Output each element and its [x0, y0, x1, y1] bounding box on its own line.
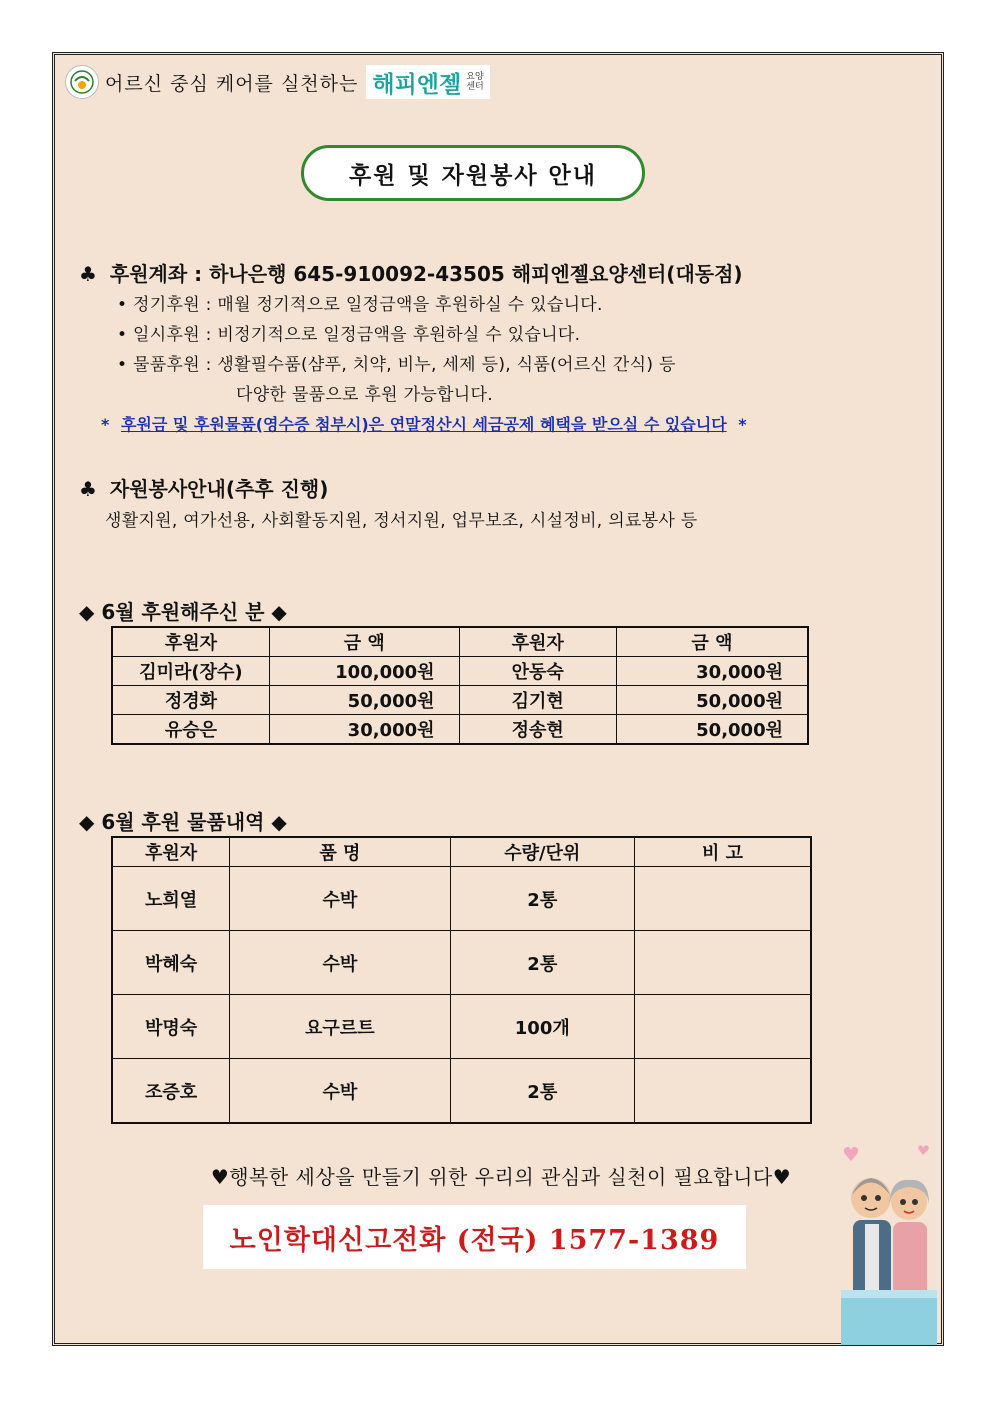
- item-quantity: 2통: [450, 1059, 635, 1124]
- donor-name: 조증호: [112, 1059, 230, 1124]
- header: [65, 65, 490, 99]
- page: [52, 52, 944, 1346]
- item-remark: [635, 931, 811, 995]
- donation-amount: 100,000원: [269, 657, 459, 686]
- donor-name: 노희열: [112, 867, 230, 931]
- donation-amount: 30,000원: [269, 715, 459, 745]
- item-name: 수박: [230, 931, 450, 995]
- donor-name: 김미라(장수): [112, 657, 269, 686]
- item-quantity: 2통: [450, 931, 635, 995]
- goods-heading: ◆ 6월 후원 물품내역 ◆: [79, 810, 287, 834]
- column-header: 후원자: [112, 627, 269, 657]
- item-name: 수박: [230, 867, 450, 931]
- brand-logo: [366, 65, 489, 99]
- slogan: ♥행복한 세상을 만들기 위한 우리의 관심과 실천이 필요합니다♥: [210, 1165, 792, 1189]
- item-quantity: 2통: [450, 867, 635, 931]
- column-header: 품 명: [230, 837, 450, 867]
- item-remark: [635, 867, 811, 931]
- donation-amount: 50,000원: [616, 686, 808, 715]
- column-header: 금 액: [616, 627, 808, 657]
- donor-name: 박명숙: [112, 995, 230, 1059]
- donor-name: 유승은: [112, 715, 269, 745]
- item-quantity: 100개: [450, 995, 635, 1059]
- donation-amount: 30,000원: [616, 657, 808, 686]
- elderly-couple-illustration: [839, 1140, 939, 1345]
- club-icon: ♣: [79, 262, 97, 286]
- donation-item: • 물품후원 : 생활필수품(샴푸, 치약, 비누, 세제 등), 식품(어르신 간식) 등: [117, 355, 676, 375]
- table-row: [112, 995, 811, 1059]
- donor-name: 박혜숙: [112, 931, 230, 995]
- donors-table: [111, 626, 809, 745]
- item-name: 요구르트: [230, 995, 450, 1059]
- volunteer-text: 생활지원, 여가선용, 사회활동지원, 정서지원, 업무보조, 시설정비, 의료봉사 등: [105, 511, 698, 531]
- club-icon: ♣: [79, 477, 97, 501]
- abuse-hotline: 노인학대신고전화 (전국) 1577-1389: [203, 1205, 746, 1269]
- donor-name: 안동숙: [459, 657, 616, 686]
- donor-name: 정경화: [112, 686, 269, 715]
- donation-amount: 50,000원: [616, 715, 808, 745]
- donation-item: • 일시후원 : 비정기적으로 일정금액을 후원하실 수 있습니다.: [117, 325, 581, 345]
- table-row: [112, 931, 811, 995]
- volunteer-heading: ♣ 자원봉사안내(추후 진행): [79, 477, 329, 501]
- table-row: [112, 715, 808, 745]
- goods-table: [111, 836, 812, 1124]
- donation-heading: ♣ 후원계좌 : 하나은행 645-910092-43505 해피엔젤요양센터(대동점): [79, 262, 743, 286]
- column-header: 후원자: [459, 627, 616, 657]
- table-row: [112, 686, 808, 715]
- center-emblem-icon: [65, 65, 99, 99]
- donors-heading: ◆ 6월 후원해주신 분 ◆: [79, 600, 287, 624]
- donation-item: 다양한 물품으로 후원 가능합니다.: [236, 385, 493, 405]
- item-name: 수박: [230, 1059, 450, 1124]
- page-title: 후원 및 자원봉사 안내: [301, 145, 645, 201]
- donation-amount: 50,000원: [269, 686, 459, 715]
- column-header: 수량/단위: [450, 837, 635, 867]
- column-header: 금 액: [269, 627, 459, 657]
- brand-subtitle: 요양 센터: [466, 72, 484, 92]
- table-row: [112, 867, 811, 931]
- column-header: 비 고: [635, 837, 811, 867]
- donor-name: 김기현: [459, 686, 616, 715]
- header-tagline: 어르신 중심 케어를 실천하는: [105, 72, 359, 95]
- table-row: [112, 1059, 811, 1124]
- item-remark: [635, 1059, 811, 1124]
- table-header-row: [112, 627, 808, 657]
- column-header: 후원자: [112, 837, 230, 867]
- table-row: [112, 657, 808, 686]
- tax-note: * 후원금 및 후원물품(영수증 첨부시)은 연말정산시 세금공제 혜택을 받으실 수 있습니다 *: [101, 415, 747, 434]
- brand-name: 해피엔젤: [372, 71, 462, 98]
- item-remark: [635, 995, 811, 1059]
- donation-item: • 정기후원 : 매월 정기적으로 일정금액을 후원하실 수 있습니다.: [117, 295, 603, 315]
- donor-name: 정송현: [459, 715, 616, 745]
- table-header-row: [112, 837, 811, 867]
